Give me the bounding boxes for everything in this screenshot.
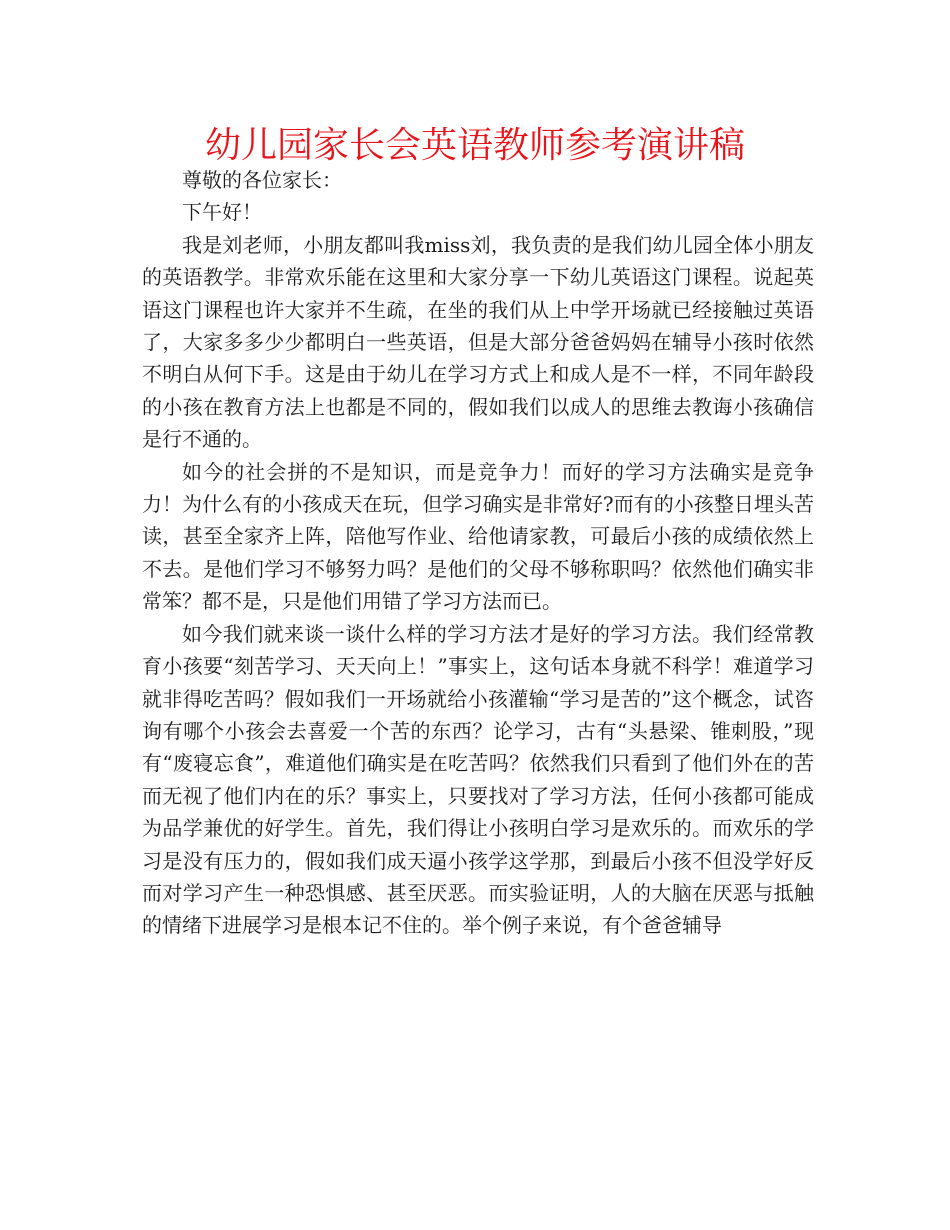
body-paragraph: 如今我们就来谈一谈什么样的学习方法才是好的学习方法。我们经常教育小孩要“刻苦学习、天天向上！”事实上，这句话本身就不科学！难道学习就非得吃苦吗？假如我们一开场就给小孩灌输“学习是苦的”这个概念，试咨询有哪个小孩会去喜爱一个苦的东西？论学习，古有“头悬梁、锥刺股，”现有“废寝忘食”，难道他们确实是在吃苦吗？依然我们只看到了他们外在的苦而无视了他们内在的乐？事实上，只要找对了学习方法，任何小孩都可能成为品学兼优的好学生。首先，我们得让小孩明白学习是欢乐的。而欢乐的学习是没有压力的，假如我们成天逼小孩学这学那，到最后小孩不但没学好反而对学习产生一种恐惧感、甚至厌恶。而实验证明，人的大脑在厌恶与抵触的情绪下进展学习是根本记不住的。举个例子来说，有个爸爸辅导	[142, 621, 814, 938]
document-body	[142, 164, 814, 942]
greeting: 下午好！	[182, 200, 262, 225]
salutation: 尊敬的各位家长：	[182, 168, 342, 192]
document-title: 幼儿园家长会英语教师参考演讲稿	[204, 125, 745, 166]
body-paragraph: 如今的社会拼的不是知识，而是竞争力！而好的学习方法确实是竞争力！为什么有的小孩成天在玩，但学习确实是非常好?而有的小孩整日埋头苦读，甚至全家齐上阵，陪他写作业、给他请家教，可最后小孩的成绩依然上不去。是他们学习不够努力吗？是他们的父母不够称职吗？依然他们确实非常笨？都不是，只是他们用错了学习方法而已。	[142, 459, 814, 614]
body-paragraph: 我是刘老师，小朋友都叫我miss刘，我负责的是我们幼儿园全体小朋友的英语教学。非常欢乐能在这里和大家分享一下幼儿英语这门课程。说起英语这门课程也许大家并不生疏，在坐的我们从上中学开场就已经接触过英语了，大家多多少少都明白一些英语，但是大部分爸爸妈妈在辅导小孩时依然不明白从何下手。这是由于幼儿在学习方式上和成人是不一样，不同年龄段的小孩在教育方法上也都是不同的，假如我们以成人的思维去教诲小孩确信是行不通的。	[142, 232, 814, 452]
